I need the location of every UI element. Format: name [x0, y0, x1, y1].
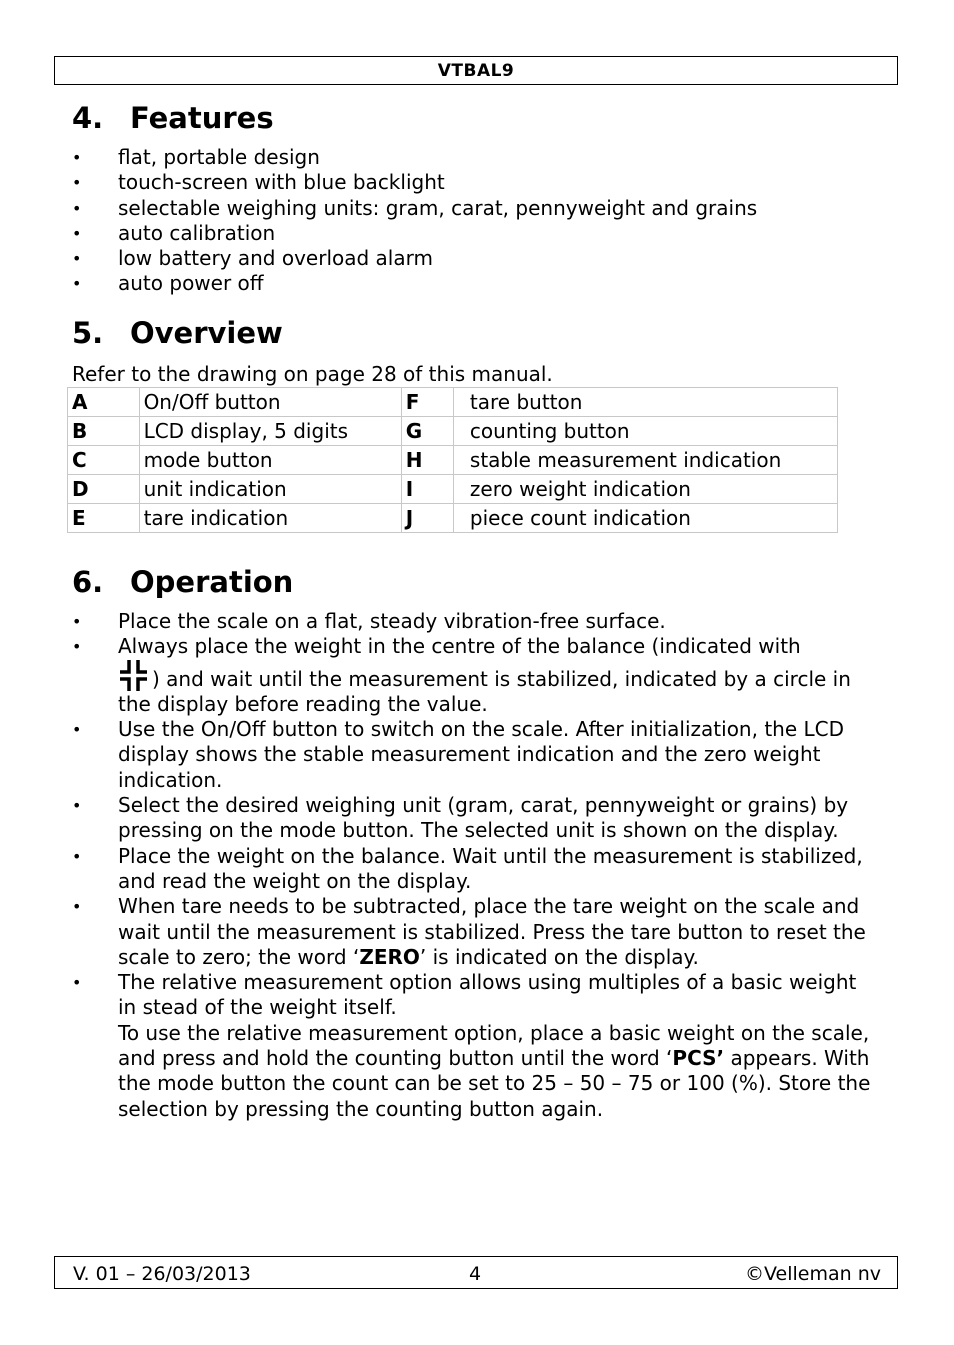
- list-item-text: Select the desired weighing unit (gram, carat, pennyweight or grains) by pressing on the mode button. The selected unit is shown on the display.: [118, 793, 849, 843]
- list-item-text: auto calibration: [118, 220, 276, 245]
- features-number: 4.: [72, 101, 104, 135]
- footer-page-number: 4: [469, 1263, 482, 1285]
- list-item-text: Always place the weight in the centre of the balance (indicated with: [118, 634, 801, 659]
- list-item-text: Place the weight on the balance. Wait until the measurement is stabilized, and read the weight on the display.: [118, 843, 863, 893]
- list-item: [72, 145, 872, 170]
- table-row: [68, 475, 838, 504]
- list-item-text: • The relative measurement option allows using multiples of a basic weight in stead of the weight itself.: [118, 970, 857, 1020]
- header-bar: [54, 56, 898, 85]
- overview-title: Overview: [130, 316, 283, 350]
- zero-keyword: ZERO: [359, 944, 420, 969]
- overview-intro: Refer to the drawing on page 28 of this manual.: [72, 362, 553, 386]
- list-item-paragraph: [118, 1021, 872, 1122]
- operation-title: Operation: [130, 565, 294, 599]
- features-heading: [72, 101, 274, 135]
- list-item-text: auto power off: [118, 271, 264, 296]
- footer-copyright: ©Velleman nv: [745, 1263, 881, 1285]
- table-row: [68, 388, 838, 417]
- list-item: [72, 793, 872, 844]
- features-title: Features: [130, 101, 274, 135]
- part-key: C: [68, 446, 140, 475]
- part-key: A: [68, 388, 140, 417]
- table-row: [68, 504, 838, 533]
- list-item: [72, 271, 872, 296]
- part-description: On/Off button: [139, 388, 401, 417]
- footer-bar: [54, 1256, 898, 1289]
- list-item-text: appears. With the mode button the count can be set to 25 – 50 – 75 or 100 (%). Store the selection by pressing the counting button again.: [118, 1046, 871, 1121]
- table-row: [68, 417, 838, 446]
- part-description: zero weight indication: [453, 475, 837, 504]
- part-description: counting button: [453, 417, 837, 446]
- list-item: [72, 844, 872, 895]
- part-description: stable measurement indication: [453, 446, 837, 475]
- part-key: E: [68, 504, 140, 533]
- part-key: J: [401, 504, 453, 533]
- pcs-keyword: PCS’: [672, 1046, 725, 1071]
- operation-number: 6.: [72, 565, 104, 599]
- part-description: unit indication: [139, 475, 401, 504]
- list-item: [72, 634, 872, 717]
- parts-table: [67, 387, 838, 533]
- list-item: [72, 970, 872, 1122]
- list-item: [72, 170, 872, 195]
- part-description: LCD display, 5 digits: [139, 417, 401, 446]
- list-item-text: To use the relative measurement option, place a basic weight on the scale, and press and hold the counting button until the word ‘: [118, 1020, 870, 1071]
- operation-list: [72, 609, 872, 1122]
- part-key: B: [68, 417, 140, 446]
- part-description: piece count indication: [453, 504, 837, 533]
- list-item-text: ) and wait until the measurement is stabilized, indicated by a circle in the display before reading the value.: [118, 666, 851, 716]
- list-item: [72, 894, 872, 970]
- list-item: [72, 246, 872, 271]
- part-description: tare button: [453, 388, 837, 417]
- footer-version: V. 01 – 26/03/2013: [73, 1263, 251, 1285]
- list-item-text: low battery and overload alarm: [118, 246, 433, 271]
- list-item-text: flat, portable design: [118, 145, 320, 169]
- part-key: H: [401, 446, 453, 475]
- list-item-text: ’ is indicated on the display.: [419, 944, 699, 969]
- part-key: I: [401, 475, 453, 504]
- list-item-text: Use the On/Off button to switch on the scale. After initialization, the LCD display shows the stable measurement indication and the zero weight indication.: [118, 717, 845, 792]
- list-item-text: selectable weighing units: gram, carat, pennyweight and grains: [118, 195, 758, 220]
- features-list: [72, 145, 872, 297]
- list-item: [72, 196, 872, 221]
- part-key: D: [68, 475, 140, 504]
- part-description: mode button: [139, 446, 401, 475]
- overview-heading: [72, 316, 283, 350]
- part-key: F: [401, 388, 453, 417]
- operation-heading: [72, 565, 294, 599]
- overview-number: 5.: [72, 316, 104, 350]
- table-row: [68, 446, 838, 475]
- list-item-text: touch-screen with blue backlight: [118, 170, 445, 195]
- part-key: G: [401, 417, 453, 446]
- part-description: tare indication: [139, 504, 401, 533]
- list-item-text: Place the scale on a flat, steady vibration-free surface.: [118, 609, 666, 633]
- list-item: [72, 609, 872, 634]
- list-item-text: When tare needs to be subtracted, place the tare weight on the scale and wait until the measurement is stabilized. Press the tare button to reset the scale to zero; the word ‘: [118, 894, 866, 969]
- document-title: VTBAL9: [437, 60, 515, 81]
- list-item: [72, 221, 872, 246]
- list-item: [72, 717, 872, 793]
- centre-mark-icon: [118, 660, 152, 692]
